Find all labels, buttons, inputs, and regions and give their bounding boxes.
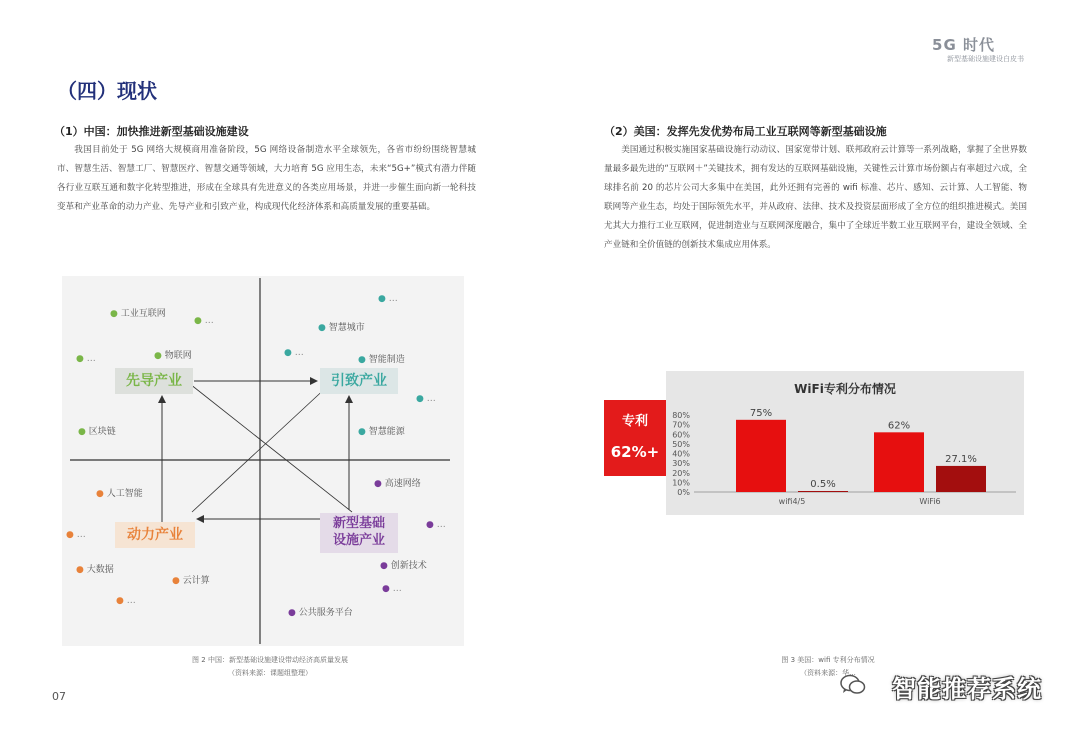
figure-3-caption-line1: 图 3 美国：wifi 专利分布情况 <box>781 656 875 664</box>
figure-3-caption <box>748 654 908 680</box>
ellipsis-purple-2-text: … <box>392 584 402 594</box>
figure-2-caption-line2: （资料来源：课题组整理） <box>228 669 312 677</box>
y-tick-label: 20% <box>672 468 690 478</box>
figure-3-caption-line2: （资料来源：华... <box>800 669 856 677</box>
item-green-3-label: 区块链 <box>88 427 116 437</box>
page-number: 07 <box>52 690 66 703</box>
item-green-1-label: 工业互联网 <box>120 309 166 319</box>
left-paragraph <box>57 141 476 217</box>
y-tick-label: 60% <box>672 430 690 440</box>
y-tick-label: 80% <box>672 411 690 420</box>
box-yinzhi: 引致产业 <box>320 368 398 394</box>
ellipsis-green-1: ● … <box>194 316 214 326</box>
diagonal-line-1 <box>190 384 352 512</box>
ellipsis-purple-1: ● … <box>426 520 446 530</box>
header-title: 5G 时代 <box>932 36 995 54</box>
chart-title: WiFi专利分布情况 <box>794 382 896 396</box>
ellipsis-teal-3: ● … <box>416 394 436 404</box>
patent-badge-label: 专利 <box>621 414 648 429</box>
y-tick-label: 10% <box>672 478 690 488</box>
ellipsis-teal-3-text: … <box>426 394 436 404</box>
item-teal-2: ● 智能制造 <box>358 355 405 365</box>
item-green-2-label: 物联网 <box>164 351 192 361</box>
item-teal-3-label: 智慧能源 <box>368 427 405 437</box>
x-tick-label: wifi4/5 <box>778 497 806 506</box>
box-xiandao: 先导产业 <box>115 368 193 394</box>
y-tick-label: 70% <box>672 420 690 430</box>
right-heading: （2）美国：发挥先发优势布局工业互联网等新型基础设施 <box>604 125 887 138</box>
item-purple-3-label: 公共服务平台 <box>298 608 353 618</box>
item-teal-3: ● 智慧能源 <box>358 427 405 437</box>
industry-diagram <box>62 276 464 646</box>
box-xinxing-line2: 设施产业 <box>332 533 385 548</box>
ellipsis-orange-2: ● … <box>116 596 136 606</box>
left-paragraph-text: 我国目前处于 5G 网络大规模商用准备阶段，5G 网络设备制造水平全球领先，各省市纷纷围绕智慧城市、智慧生活、智慧工厂、智慧医疗、智慧交通等领域，大力培育 5G 应用生态，未来“5G+”模式有潜力伴随各行业互联互通和数字化转型推进，形成在全球具有先进意义的各类应用场景，并进一步催生面向新一轮科技变革和产业革命的动力产业、先导产业和引致产业，构成现代化经济体系和高质量发展的重要基础。 <box>57 145 476 212</box>
diagonal-line-2 <box>192 384 330 512</box>
y-tick-label: 50% <box>672 439 690 449</box>
ellipsis-orange-1: ● … <box>66 530 86 540</box>
wechat-icon <box>840 674 866 696</box>
ellipsis-purple-1-text: … <box>436 520 446 530</box>
item-orange-3-label: 云计算 <box>182 576 210 586</box>
y-tick-label: 40% <box>672 449 690 459</box>
watermark-text: 智能推荐系统 <box>892 675 1042 703</box>
x-tick-label: WiFi6 <box>919 497 941 506</box>
box-xinxing <box>320 513 398 553</box>
y-tick-label: 30% <box>672 459 690 469</box>
item-purple-2: ● 创新技术 <box>380 561 427 571</box>
section-title: （四）现状 <box>57 79 157 103</box>
item-green-1: ● 工业互联网 <box>110 309 166 319</box>
item-green-3: ● 区块链 <box>78 427 116 437</box>
item-purple-2-label: 创新技术 <box>390 561 427 571</box>
item-purple-1: ● 高速网络 <box>374 479 421 489</box>
ellipsis-green-2-text: … <box>86 354 96 364</box>
data-label: 27.1% <box>945 453 977 465</box>
ellipsis-green-1-text: … <box>204 316 214 326</box>
left-heading: （1）中国：加快推进新型基础设施建设 <box>54 125 249 138</box>
right-paragraph-text: 美国通过积极实施国家基础设施行动动议、国家宽带计划、联邦政府云计算等一系列战略，掌握了全世界数量最多最先进的“互联网＋”关键技术，拥有发达的互联网基础设施，关键性云计算市场份额占有率超过六成，全球排名前 20 的芯片公司大多集中在美国，此外还拥有完善的 wifi 标准、芯片、感知、云计算、人工智能、物联网等产业生态，均处于国际领先水平，并从政府、法律、技术及投资层面形成了全方位的组织推进模式。美国尤其大力推行工业互联网，促进制造业与互联网深度融合，集中了全球近半数工业互联网平台，建设全领域、全产业链和全价值链的创新技术集成应用体系。 <box>604 145 1027 250</box>
box-xinxing-line1: 新型基础 <box>332 516 385 531</box>
header-subtitle: 新型基础设施建设白皮书 <box>947 55 1024 63</box>
ellipsis-purple-2: ● … <box>382 584 402 594</box>
figure-2-caption-line1: 图 2 中国：新型基础设施建设带动经济高质量发展 <box>192 656 348 664</box>
data-label: 0.5% <box>810 479 836 490</box>
item-orange-2-label: 大数据 <box>86 565 114 575</box>
patent-badge <box>604 400 666 476</box>
wifi-patent-chart <box>666 371 1024 515</box>
ellipsis-orange-1-text: … <box>76 530 86 540</box>
diagram-svg <box>62 276 464 646</box>
patent-badge-value: 62%+ <box>610 443 660 461</box>
ellipsis-teal-1: ● … <box>378 294 398 304</box>
y-tick-label: 0% <box>677 488 690 497</box>
right-paragraph <box>604 141 1027 255</box>
data-label: 75% <box>749 407 773 419</box>
bar <box>936 466 986 492</box>
bar <box>736 420 786 492</box>
item-purple-1-label: 高速网络 <box>384 479 421 489</box>
ellipsis-teal-2: ● … <box>284 348 304 358</box>
bar <box>798 491 848 492</box>
item-orange-3: ● 云计算 <box>172 576 210 586</box>
item-orange-2: ● 大数据 <box>76 565 114 575</box>
box-dongli: 动力产业 <box>115 522 195 548</box>
bar <box>874 432 924 492</box>
item-teal-1-label: 智慧城市 <box>328 323 365 333</box>
chart-svg <box>666 371 1024 515</box>
ellipsis-green-2: ● … <box>76 354 96 364</box>
item-orange-1-label: 人工智能 <box>106 489 143 499</box>
item-green-2: ● 物联网 <box>154 351 192 361</box>
item-teal-1: ● 智慧城市 <box>318 323 365 333</box>
figure-2-caption <box>155 654 385 680</box>
ellipsis-teal-1-text: … <box>388 294 398 304</box>
item-orange-1: ● 人工智能 <box>96 489 143 499</box>
item-teal-2-label: 智能制造 <box>368 355 405 365</box>
ellipsis-teal-2-text: … <box>294 348 304 358</box>
ellipsis-orange-2-text: … <box>126 596 136 606</box>
data-label: 62% <box>887 420 911 432</box>
item-purple-3: ● 公共服务平台 <box>288 608 353 618</box>
